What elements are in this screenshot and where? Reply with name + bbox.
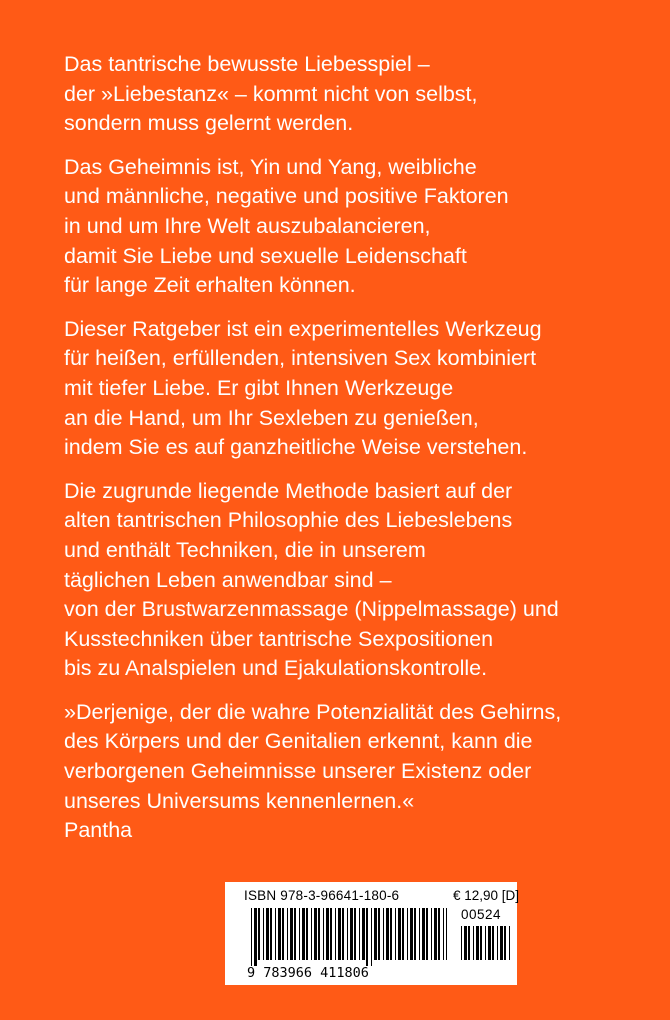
barcode-stripe: [473, 926, 474, 960]
barcode-stripe: [395, 908, 396, 960]
barcode-stripe: [464, 926, 467, 960]
barcode-stripe: [398, 908, 401, 960]
barcode-stripe: [366, 908, 368, 966]
barcode-stripe: [407, 908, 408, 960]
isbn-number: ISBN 978-3-96641-180-6: [244, 888, 400, 903]
barcode-stripe: [282, 908, 284, 960]
barcode-stripe: [299, 908, 300, 960]
barcode-stripe: [362, 908, 365, 960]
barcode-stripe: [374, 908, 377, 960]
barcode-stripe: [476, 926, 479, 960]
barcode-stripe: [302, 908, 305, 960]
text-line: Kusstechniken über tantrische Sexpositionen: [64, 626, 494, 651]
barcode-stripe: [438, 908, 440, 960]
text-line: der »Liebestanz« – kommt nicht von selbst,: [64, 81, 478, 106]
barcode-stripe: [419, 908, 420, 960]
barcode-stripe: [410, 908, 413, 960]
barcode-stripe: [354, 908, 356, 960]
barcode-stripe: [497, 926, 498, 960]
text-line: verborgenen Geheimnisse unserer Existenz oder: [64, 759, 532, 784]
addon-barcode-icon: [461, 926, 511, 966]
barcode-stripe: [500, 926, 503, 960]
barcode-stripe: [338, 908, 341, 960]
barcode-stripe: [504, 926, 506, 960]
barcode-stripe: [314, 908, 317, 960]
barcode-stripe: [258, 908, 260, 960]
text-line: für lange Zeit erhalten können.: [64, 273, 356, 298]
barcode-stripe: [326, 908, 329, 960]
barcode-stripe: [350, 908, 353, 960]
barcode-stripe: [335, 908, 336, 960]
barcode-stripe: [446, 908, 447, 960]
barcode-stripe: [383, 908, 384, 960]
text-line: Das Geheimnis ist, Yin und Yang, weibliche: [64, 154, 477, 179]
barcode-stripe: [468, 926, 470, 960]
text-line: täglichen Leben anwendbar sind –: [64, 567, 392, 592]
barcode-stripe: [290, 908, 293, 960]
addon-code: 00524: [461, 907, 502, 922]
back-cover-text: [64, 50, 624, 860]
barcode-stripe: [488, 926, 491, 960]
barcode-stripe: [414, 908, 416, 960]
barcode-digits: 9 783966 411806: [247, 965, 369, 981]
barcode-stripe: [270, 908, 272, 960]
barcode-stripe: [263, 908, 264, 960]
text-line: »Derjenige, der die wahre Potenzialität des Gehirns,: [64, 699, 562, 724]
text-line: Die zugrunde liegende Methode basiert auf der: [64, 478, 513, 503]
barcode-stripe: [318, 908, 320, 960]
barcode-stripe: [422, 908, 425, 960]
barcode-stripe: [386, 908, 389, 960]
paragraph-1: [64, 50, 624, 139]
barcode-stripe: [251, 908, 252, 966]
barcode-stripe: [461, 926, 462, 960]
text-line: und männliche, negative und positive Faktoren: [64, 184, 509, 209]
barcode-stripe: [266, 908, 269, 960]
text-line: bis zu Analspielen und Ejakulationskontrolle.: [64, 656, 488, 681]
barcode-stripe: [443, 908, 444, 960]
text-line: Das tantrische bewusste Liebesspiel –: [64, 52, 430, 76]
barcode-stripe: [359, 908, 360, 960]
quote-author: Pantha: [64, 818, 133, 843]
barcode-stripe: [390, 908, 392, 960]
barcode-stripe: [287, 908, 288, 960]
text-line: indem Sie es auf ganzheitliche Weise verstehen.: [64, 435, 528, 460]
barcode-stripe: [480, 926, 482, 960]
barcode-stripe: [371, 908, 372, 966]
barcode-stripe: [485, 926, 486, 960]
text-line: Dieser Ratgeber ist ein experimentelles Werkzeug: [64, 316, 542, 341]
barcode-stripe: [275, 908, 276, 960]
text-line: damit Sie Liebe und sexuelle Leidenschaft: [64, 243, 467, 268]
text-line: an die Hand, um Ihr Sexleben zu genießen,: [64, 405, 479, 430]
barcode-stripe: [294, 908, 296, 960]
barcode-stripe: [278, 908, 281, 960]
barcode-stripe: [402, 908, 404, 960]
paragraph-4: [64, 477, 624, 684]
barcode-stripe: [311, 908, 312, 960]
barcode-stripe: [342, 908, 344, 960]
text-line: und enthält Techniken, die in unserem: [64, 537, 426, 562]
barcode-stripe: [347, 908, 348, 960]
barcode-stripe: [254, 908, 257, 966]
paragraph-2: [64, 153, 624, 301]
paragraph-quote: [64, 698, 624, 846]
barcode-stripe: [431, 908, 432, 960]
barcode-stripe: [509, 926, 510, 960]
text-line: unseres Universums kennenlernen.«: [64, 788, 415, 813]
text-line: alten tantrischen Philosophie des Liebeslebens: [64, 508, 513, 533]
paragraph-3: [64, 315, 624, 463]
price-label: € 12,90 [D]: [453, 888, 520, 903]
text-line: mit tiefer Liebe. Er gibt Ihnen Werkzeuge: [64, 375, 454, 400]
barcode-stripe: [323, 908, 324, 960]
barcode-stripe: [492, 926, 494, 960]
barcode-stripe: [426, 908, 428, 960]
barcode-stripe: [330, 908, 332, 960]
text-line: für heißen, erfüllenden, intensiven Sex kombiniert: [64, 346, 537, 371]
barcode-stripe: [378, 908, 380, 960]
ean-barcode-icon: [251, 908, 447, 966]
text-line: von der Brustwarzenmassage (Nippelmassage) und: [64, 597, 559, 622]
barcode-stripe: [434, 908, 437, 960]
text-line: sondern muss gelernt werden.: [64, 111, 354, 136]
barcode-stripe: [306, 908, 308, 960]
barcode-label: [225, 882, 520, 985]
text-line: in und um Ihre Welt auszubalancieren,: [64, 213, 431, 238]
text-line: des Körpers und der Genitalien erkennt, kann die: [64, 729, 533, 754]
